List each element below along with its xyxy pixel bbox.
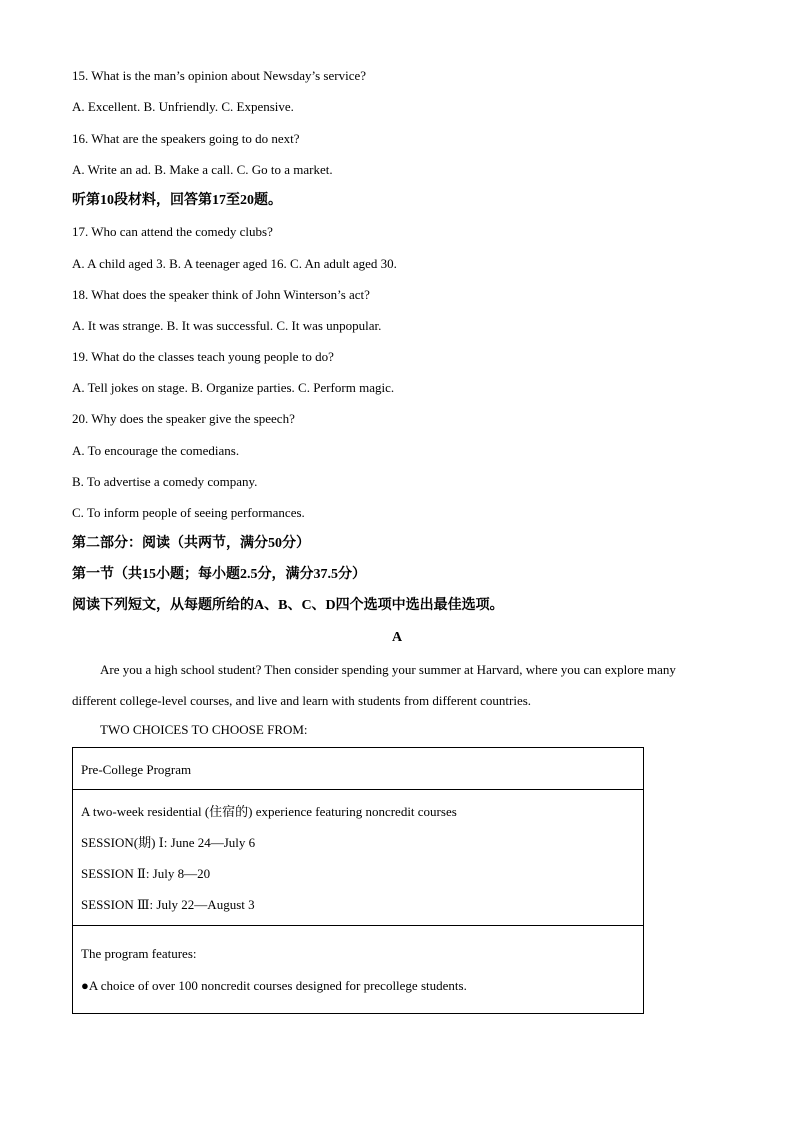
program-title: Pre-College Program	[81, 762, 192, 777]
question-16-options: A. Write an ad. B. Make a call. C. Go to a market.	[72, 162, 333, 177]
part-2-header: 第二部分：阅读（共两节，满分50分）	[72, 536, 310, 551]
session-1: SESSION(期) Ⅰ: June 24—July 6	[81, 835, 256, 850]
passage-intro: Are you a high school student? Then consider spending your summer at Harvard, where you can explore many different college-level courses, and live and learn with students from different countries.	[72, 662, 676, 708]
program-description: A two-week residential (住宿的) experience featuring noncredit courses	[81, 804, 457, 819]
table-row-features	[73, 926, 643, 1014]
session-3: SESSION Ⅲ: July 22—August 3	[81, 897, 255, 912]
features-label: The program features:	[81, 946, 197, 961]
question-17-options: A. A child aged 3. B. A teenager aged 16. C. An adult aged 30.	[72, 256, 397, 271]
section-10-header: 听第10段材料，回答第17至20题。	[72, 193, 282, 208]
question-20-option-b: B. To advertise a comedy company.	[72, 474, 258, 489]
question-15: 15. What is the man’s opinion about Newsday’s service?	[72, 68, 367, 83]
passage-label: A	[391, 630, 403, 645]
question-20: 20. Why does the speaker give the speech?	[72, 411, 295, 426]
choices-heading: TWO CHOICES TO CHOOSE FROM:	[100, 722, 308, 737]
program-table	[72, 747, 644, 1014]
reading-instruction: 阅读下列短文，从每题所给的A、B、C、D四个选项中选出最佳选项。	[72, 598, 504, 613]
question-16: 16. What are the speakers going to do next?	[72, 131, 300, 146]
question-19-options: A. Tell jokes on stage. B. Organize parties. C. Perform magic.	[72, 380, 395, 395]
table-row-title	[73, 748, 643, 790]
question-20-option-c: C. To inform people of seeing performances.	[72, 505, 305, 520]
feature-item: ●A choice of over 100 noncredit courses designed for precollege students.	[81, 978, 467, 993]
table-row-sessions	[73, 790, 643, 926]
question-17: 17. Who can attend the comedy clubs?	[72, 224, 273, 239]
question-18: 18. What does the speaker think of John Winterson’s act?	[72, 287, 370, 302]
section-1-header: 第一节（共15小题；每小题2.5分，满分37.5分）	[72, 567, 366, 582]
session-2: SESSION Ⅱ: July 8—20	[81, 866, 211, 881]
question-20-option-a: A. To encourage the comedians.	[72, 443, 240, 458]
question-15-options: A. Excellent. B. Unfriendly. C. Expensive.	[72, 99, 294, 114]
question-19: 19. What do the classes teach young people to do?	[72, 349, 334, 364]
question-18-options: A. It was strange. B. It was successful. C. It was unpopular.	[72, 318, 382, 333]
